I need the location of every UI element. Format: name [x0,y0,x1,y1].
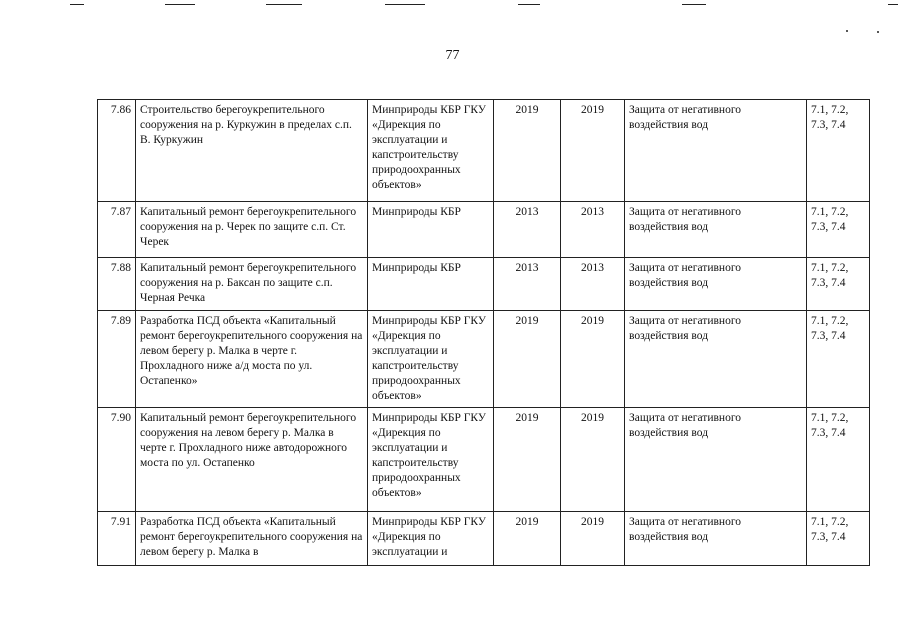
indicators: 7.1, 7.2, 7.3, 7.4 [807,202,870,258]
table-row [98,202,870,258]
row-number: 7.89 [98,311,136,408]
scan-mark [682,4,706,5]
scan-mark [518,4,540,5]
table-row [98,311,870,408]
measure-name: Капитальный ремонт берегоукрепительного сооружения на левом берегу р. Малка в черте г. Прохладного ниже автодорожного моста по ул. Остапенко [136,408,368,512]
goal: Защита от негативного воздействия вод [625,512,807,566]
scan-mark [266,4,302,5]
end-year: 2013 [561,202,625,258]
executor: Минприроды КБР ГКУ «Дирекция по эксплуатации и капстроительству природоохранных объектов» [368,311,494,408]
goal: Защита от негативного воздействия вод [625,100,807,202]
scan-mark [888,4,898,5]
goal: Защита от негативного воздействия вод [625,258,807,311]
measures-table [97,99,870,566]
end-year: 2013 [561,258,625,311]
measure-name: Капитальный ремонт берегоукрепительного сооружения на р. Баксан по защите с.п. Черная Речка [136,258,368,311]
indicators: 7.1, 7.2, 7.3, 7.4 [807,408,870,512]
scan-mark [165,4,195,5]
table-row [98,100,870,202]
executor: Минприроды КБР [368,258,494,311]
table-row [98,408,870,512]
start-year: 2019 [494,512,561,566]
row-number: 7.90 [98,408,136,512]
start-year: 2013 [494,258,561,311]
executor: Минприроды КБР [368,202,494,258]
measure-name: Разработка ПСД объекта «Капитальный ремонт берегоукрепительного сооружения на левом берегу р. Малка в [136,512,368,566]
indicators: 7.1, 7.2, 7.3, 7.4 [807,100,870,202]
page-number: 77 [445,48,460,63]
end-year: 2019 [561,311,625,408]
start-year: 2019 [494,408,561,512]
row-number: 7.88 [98,258,136,311]
start-year: 2019 [494,311,561,408]
measure-name: Капитальный ремонт берегоукрепительного сооружения на р. Черек по защите с.п. Ст. Черек [136,202,368,258]
scan-dot [846,30,848,32]
row-number: 7.86 [98,100,136,202]
indicators: 7.1, 7.2, 7.3, 7.4 [807,512,870,566]
executor: Минприроды КБР ГКУ «Дирекция по эксплуатации и капстроительству природоохранных объектов» [368,100,494,202]
start-year: 2019 [494,100,561,202]
goal: Защита от негативного воздействия вод [625,311,807,408]
goal: Защита от негативного воздействия вод [625,408,807,512]
row-number: 7.91 [98,512,136,566]
table-row [98,512,870,566]
executor: Минприроды КБР ГКУ «Дирекция по эксплуатации и капстроительству природоохранных объектов» [368,408,494,512]
measure-name: Строительство берегоукрепительного сооружения на р. Куркужин в пределах с.п. В. Куркужин [136,100,368,202]
row-number: 7.87 [98,202,136,258]
end-year: 2019 [561,408,625,512]
scan-mark [70,4,84,5]
indicators: 7.1, 7.2, 7.3, 7.4 [807,311,870,408]
measure-name: Разработка ПСД объекта «Капитальный ремонт берегоукрепительного сооружения на левом берегу р. Малка в черте г. Прохладного ниже а/д моста по ул. Остапенко» [136,311,368,408]
scan-mark [385,4,425,5]
executor: Минприроды КБР ГКУ «Дирекция по эксплуатации и [368,512,494,566]
scan-dot [877,31,879,33]
start-year: 2013 [494,202,561,258]
end-year: 2019 [561,512,625,566]
goal: Защита от негативного воздействия вод [625,202,807,258]
indicators: 7.1, 7.2, 7.3, 7.4 [807,258,870,311]
table-row [98,258,870,311]
end-year: 2019 [561,100,625,202]
